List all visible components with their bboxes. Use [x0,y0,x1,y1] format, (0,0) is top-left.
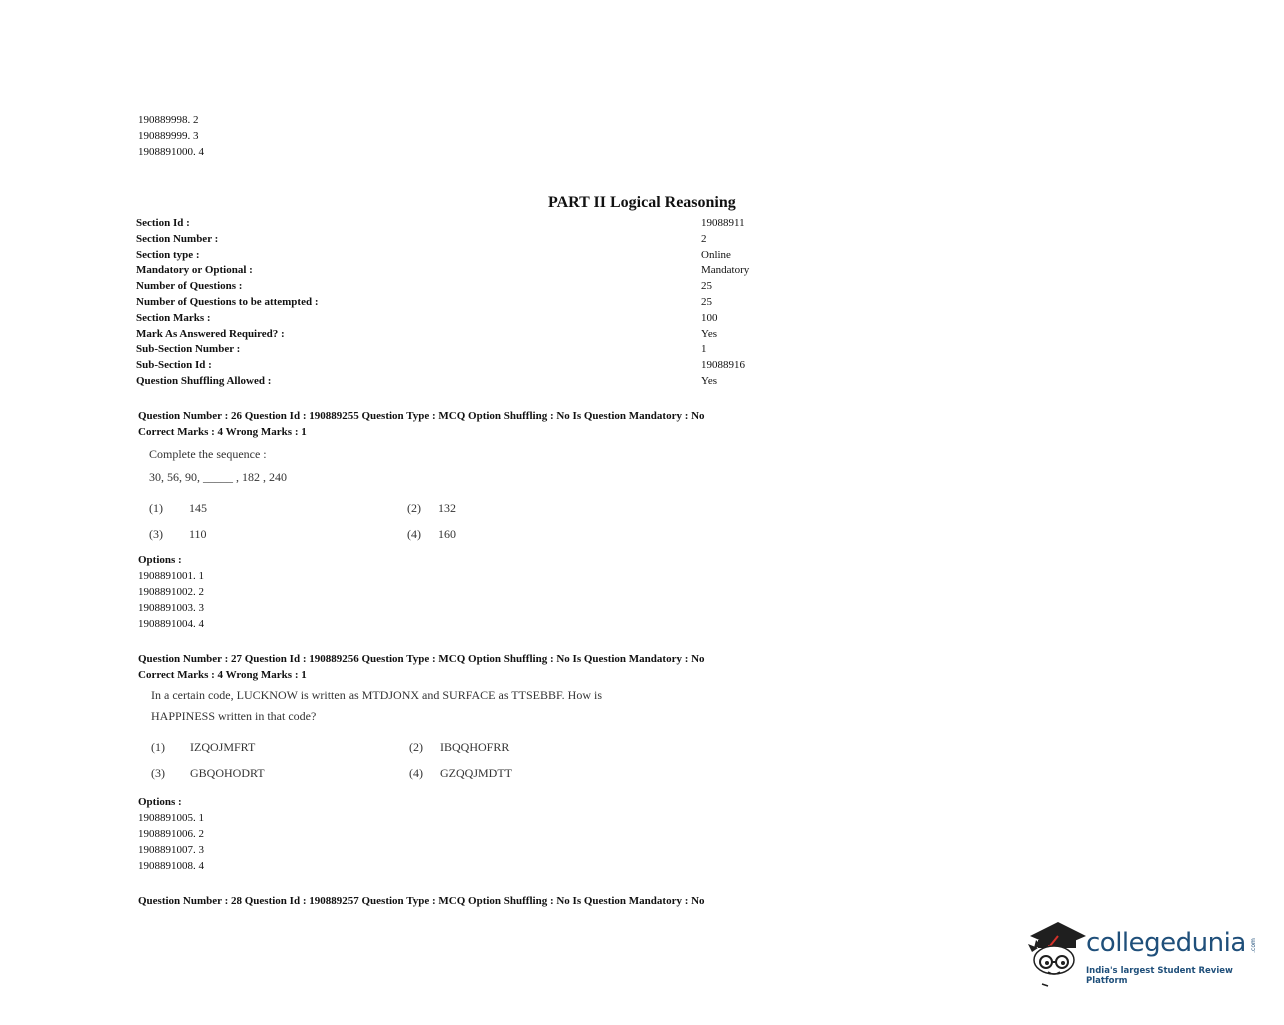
section-info-row [136,232,776,248]
section-info-value: 25 [701,295,712,308]
section-info-row [136,311,776,327]
section-info-label: Mark As Answered Required? : [136,327,285,340]
question-27-text-line2: HAPPINESS written in that code? [151,709,317,723]
choice-number: (4) [407,527,421,541]
section-info-label: Sub-Section Id : [136,359,212,372]
question-meta: Question Number : 26 Question Id : 190889255 Question Type : MCQ Option Shuffling : No Is Question Mandatory : No [138,410,705,422]
logo-tagline: India's largest Student Review Platform [1086,966,1233,986]
section-info-row [136,279,776,295]
choice-value: 145 [189,501,207,515]
section-info-table [136,216,776,390]
section-info-row [136,248,776,264]
section-info-value: 19088916 [701,359,745,372]
choice-value: 132 [438,501,456,515]
option-id: 1908891008. 4 [138,860,204,872]
section-info-row [136,295,776,311]
choice-value: 110 [189,527,207,541]
section-info-value: Online [701,248,731,261]
choice-value: IZQOJMFRT [190,740,256,754]
choice-value: GZQQJMDTT [440,766,512,780]
choice-value: IBQQHOFRR [440,740,510,754]
options-label: Options : [138,796,182,808]
logo-domain-suffix: .com [1249,938,1257,953]
previous-options-list [138,112,204,160]
choice-number: (4) [409,766,423,780]
section-info-value: Yes [701,374,718,387]
question-26-header [138,408,705,440]
section-info-label: Mandatory or Optional : [136,264,253,277]
previous-option: 1908891000. 4 [138,146,204,158]
option-id: 1908891006. 2 [138,828,204,840]
question-26-options [138,552,204,632]
section-info-value: 2 [701,232,707,245]
choice-number: (2) [407,501,421,515]
previous-option: 190889998. 2 [138,114,199,126]
question-marks: Correct Marks : 4 Wrong Marks : 1 [138,426,307,438]
question-meta: Question Number : 27 Question Id : 190889256 Question Type : MCQ Option Shuffling : No Is Question Mandatory : No [138,653,705,665]
choice-number: (3) [149,527,163,541]
question-marks: Correct Marks : 4 Wrong Marks : 1 [138,669,307,681]
choice-number: (3) [151,766,165,780]
section-info-row [136,342,776,358]
choice-number: (1) [149,501,163,515]
part-title: PART II Logical Reasoning [548,194,736,211]
section-info-value: 1 [701,343,707,356]
section-info-label: Section type : [136,248,200,261]
question-27-text: In a certain code, LUCKNOW is written as MTDJONX and SURFACE as TTSEBBF. How is [151,688,603,702]
question-meta: Question Number : 28 Question Id : 190889257 Question Type : MCQ Option Shuffling : No Is Question Mandatory : No [138,895,705,907]
choice-number: (1) [151,740,165,754]
section-info-label: Section Marks : [136,311,211,324]
question-27-options [138,794,204,874]
section-info-label: Number of Questions : [136,280,243,293]
choice-value: GBQOHODRT [190,766,265,780]
question-28-header [138,893,705,909]
section-info-value: 19088911 [701,217,745,229]
option-id: 1908891005. 1 [138,812,204,824]
choice-number: (2) [409,740,423,754]
section-info-value: 25 [701,280,712,293]
section-info-value: Yes [701,327,718,340]
option-id: 1908891002. 2 [138,586,204,598]
question-27-header [138,651,705,683]
section-info-value: 100 [701,311,718,324]
student-mascot-icon [1024,918,1086,990]
question-26-sequence: 30, 56, 90, _____ , 182 , 240 [149,470,287,484]
section-info-label: Section Number : [136,232,219,245]
section-info-value: Mandatory [701,264,750,277]
option-id: 1908891001. 1 [138,570,204,582]
option-id: 1908891003. 3 [138,602,204,614]
option-id: 1908891007. 3 [138,844,204,856]
section-info-row [136,263,776,279]
section-info-label: Section Id : [136,217,190,229]
section-info-label: Question Shuffling Allowed : [136,374,272,387]
previous-option: 190889999. 3 [138,130,199,142]
choice-value: 160 [438,527,456,541]
options-label: Options : [138,554,182,566]
section-info-label: Sub-Section Number : [136,343,241,356]
section-info-row [136,374,776,390]
logo-wordmark: collegedunia [1086,928,1246,958]
section-info-row [136,216,776,232]
collegedunia-logo [1024,918,1260,990]
section-info-label: Number of Questions to be attempted : [136,295,319,308]
section-info-row [136,327,776,343]
section-info-row [136,358,776,374]
question-26-text: Complete the sequence : [149,447,267,461]
option-id: 1908891004. 4 [138,618,204,630]
